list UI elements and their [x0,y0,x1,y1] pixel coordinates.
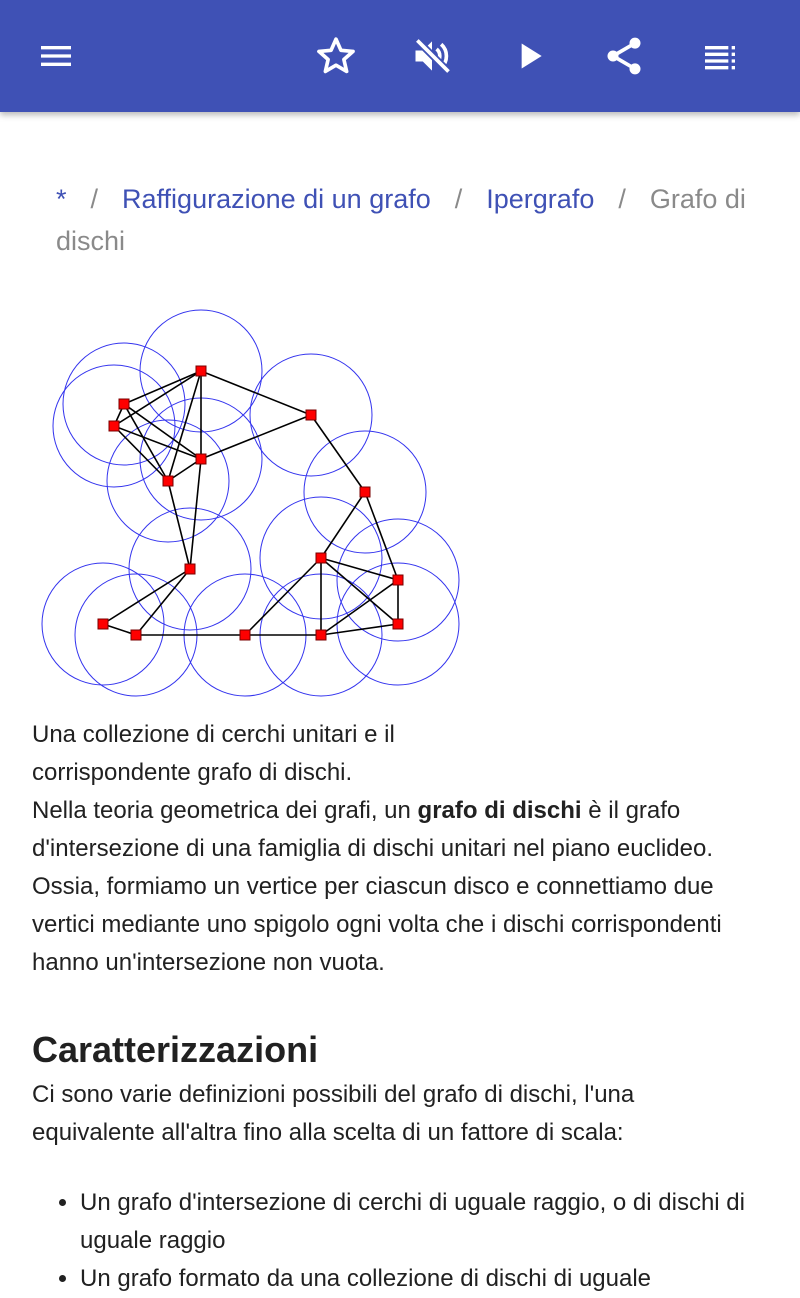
intro-paragraph [32,792,762,982]
favorite-button[interactable] [308,28,364,84]
star-outline-icon [314,34,358,78]
list-item: • Un grafo formato da una collezione di dischi di uguale [80,1260,762,1298]
section-heading: Caratterizzazioni [32,1029,319,1070]
breadcrumb-item-graph-drawing[interactable]: Raffigurazione di un grafo [122,184,431,214]
sound-toggle-button[interactable] [404,28,460,84]
breadcrumb-separator: / [90,184,99,214]
intro-text-end: è il grafo d'intersezione di una famiglia di dischi unitari nel piano euclideo. Ossia, formiamo un vertice per ciascun disco e connettiamo due vertici mediante uno spigolo ogni volta che i dischi corrispondenti hanno un'intersezione non vuota. [32,797,722,976]
breadcrumb-item-hypergraph[interactable]: Ipergrafo [486,184,595,214]
play-icon [510,36,550,76]
article-content [32,716,762,1298]
unit-disk-graph-figure[interactable] [32,300,472,700]
share-icon [602,34,646,78]
breadcrumb-separator: / [618,184,626,214]
figure-caption: Una collezione di cerchi unitari e il corrispondente grafo di dischi. [32,721,395,786]
section-paragraph: Ci sono varie definizioni possibili del grafo di dischi, l'una equivalente all'altra fino alla scelta di un fattore di scala: [32,1081,635,1146]
contents-button[interactable] [692,28,748,84]
hamburger-menu-icon [36,36,76,76]
breadcrumb-current-page: Grafo di dischi [56,184,746,256]
share-button[interactable] [596,28,652,84]
volume-off-icon [410,34,454,78]
app-bar [0,0,800,112]
play-button[interactable] [502,28,558,84]
intro-text-start: Nella teoria geometrica dei grafi, un [32,797,418,824]
intro-term-bold: grafo di dischi [417,797,582,824]
menu-button[interactable] [28,28,84,84]
breadcrumb-item-home[interactable]: * [56,184,67,214]
breadcrumb [56,178,756,262]
characterization-list [32,1184,762,1298]
table-of-contents-icon [700,36,740,76]
list-item: • Un grafo d'intersezione di cerchi di uguale raggio, o di dischi di uguale raggio [80,1184,762,1260]
breadcrumb-separator: / [454,184,463,214]
